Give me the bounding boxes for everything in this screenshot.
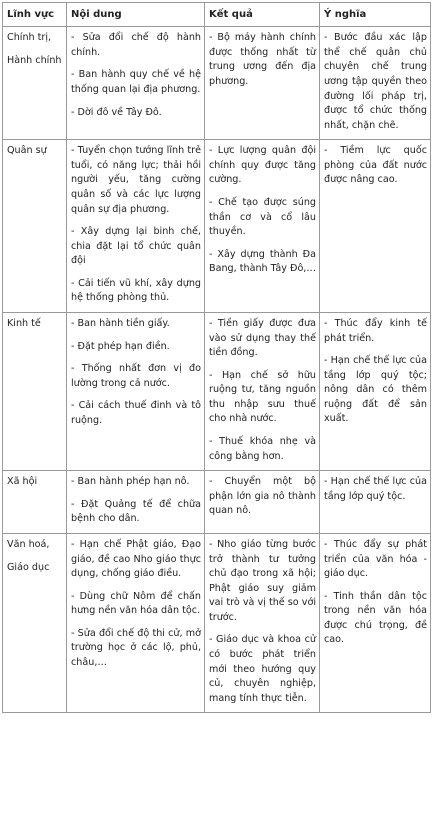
field-label: Văn hoá, [7,538,50,550]
meaning-cell [320,27,431,140]
cell-paragraph: - Sửa đổi chế độ thi cử, mở trường học ở các lộ, phủ, châu,… [71,627,201,668]
field-cell [3,27,67,140]
result-cell [205,27,320,140]
field-label: Giáo dục [7,561,50,573]
meaning-cell [320,140,431,313]
field-cell [3,313,67,471]
cell-paragraph: - Hạn chế thế lực của tầng lớp quý tộc; nông dân có thêm ruộng đất để sản xuất. [324,355,427,425]
field-label: Xã hội [7,476,38,488]
cell-paragraph: - Chuyển một bộ phận lớn gia nô thành quan nô. [209,476,316,517]
cell-paragraph: - Thúc đẩy sự phát triển của văn hóa - giáo dục. [324,538,427,580]
cell-paragraph: - Ban hành tiền giấy. [71,318,170,330]
result-cell [205,533,320,712]
field-cell [3,533,67,712]
header-row [3,3,431,27]
cell-paragraph: - Hạn chế thế lực của tầng lớp quý tộc. [324,476,427,502]
field-cell [3,140,67,313]
field-cell [3,471,67,534]
result-cell [205,140,320,313]
cell-paragraph: - Tuyển chọn tướng lĩnh trẻ tuổi, có năng lực; thải hồi người yếu, tăng cường quân số và các lực lượng quân sự địa phương. [71,145,201,215]
cell-paragraph: - Lực lượng quân đội chính quy được tăng cường. [209,145,316,186]
result-cell [205,313,320,471]
table-row [3,313,431,471]
cell-paragraph: - Dời đô về Tây Đô. [71,106,162,118]
content-cell [67,471,205,534]
cell-paragraph: - Tiền giấy được đưa vào sử dụng thay thế tiền đồng. [209,318,316,359]
cell-paragraph: - Đặt Quảng tế để chữa bệnh cho dân. [71,498,201,525]
cell-paragraph: - Sửa đổi chế độ hành chính. [71,32,201,58]
content-cell [67,140,205,313]
table-row [3,140,431,313]
field-label: Hành chính [7,54,62,66]
header-result: Kết quả [205,3,320,27]
meaning-cell [320,533,431,712]
result-cell [205,471,320,534]
header-content: Nội dung [67,3,205,27]
field-label: Quân sự [7,145,47,157]
cell-paragraph: - Thống nhất đơn vị đo lường trong cả nước. [71,363,201,389]
cell-paragraph: - Ban hành phép hạn nô. [71,476,190,488]
table-row [3,27,431,140]
cell-paragraph: - Tinh thần dân tộc trong nền văn hóa được chú trọng, đề cao. [324,590,427,646]
field-label: Chính trị, [7,32,52,44]
cell-paragraph: - Ban hành quy chế về hệ thống quan lại địa phương. [71,69,201,95]
cell-paragraph: - Chế tạo được súng thần cơ và cổ lâu thuyền. [209,196,316,238]
cell-paragraph: - Giáo dục và khoa cử có bước phát triển mới theo hướng quy củ, chuyên nghiệp, mang tính thực tiễn. [209,634,316,704]
content-cell [67,27,205,140]
table-row [3,533,431,712]
table-row [3,471,431,534]
cell-paragraph: - Cải cách thuế đinh và tô ruộng. [71,400,201,426]
table-body [3,27,431,713]
content-cell [67,533,205,712]
meaning-cell [320,313,431,471]
cell-paragraph: - Bước đầu xác lập thể chế quân chủ chuyên chế trung ương tập quyền theo đường lối pháp trị, được tổ chức thống nhất, chặn chẽ. [324,32,427,131]
cell-paragraph: - Hạn chế Phật giáo, Đạo giáo, đề cao Nho giáo thực dụng, chống giáo điều. [71,538,201,580]
content-cell [67,313,205,471]
reform-table [2,2,431,713]
cell-paragraph: - Tiềm lực quốc phòng của đất nước được nâng cao. [324,145,427,186]
meaning-cell [320,471,431,534]
cell-paragraph: - Thuế khóa nhẹ và công bằng hơn. [209,436,316,462]
header-meaning: Ý nghĩa [320,3,431,27]
cell-paragraph: - Hạn chế sở hữu ruộng tư, tăng nguồn thu nhập sưu thuế cho nhà nước. [209,369,316,425]
cell-paragraph: - Thúc đẩy kinh tế phát triển. [324,318,427,344]
cell-paragraph: - Bộ máy hành chính được thống nhất từ trung ương đến địa phương. [209,32,316,87]
cell-paragraph: - Xây dựng thành Đa Bang, thành Tây Đô,… [209,248,316,275]
header-field: Lĩnh vực [3,3,67,27]
cell-paragraph: - Dùng chữ Nôm để chấn hưng nền văn hóa dân tộc. [71,590,201,617]
cell-paragraph: - Nho giáo từng bước trở thành tư tưởng chủ đạo trong xã hội; Phật giáo suy giảm vai trò và vị thế so với trước. [209,538,316,623]
cell-paragraph: - Xây dựng lại binh chế, chia đặt lại tổ chức quân đội [71,226,201,267]
cell-paragraph: - Đặt phép hạn điền. [71,340,170,352]
cell-paragraph: - Cải tiến vũ khí, xây dựng hệ thống phòng thủ. [71,277,201,304]
field-label: Kinh tế [7,318,41,330]
